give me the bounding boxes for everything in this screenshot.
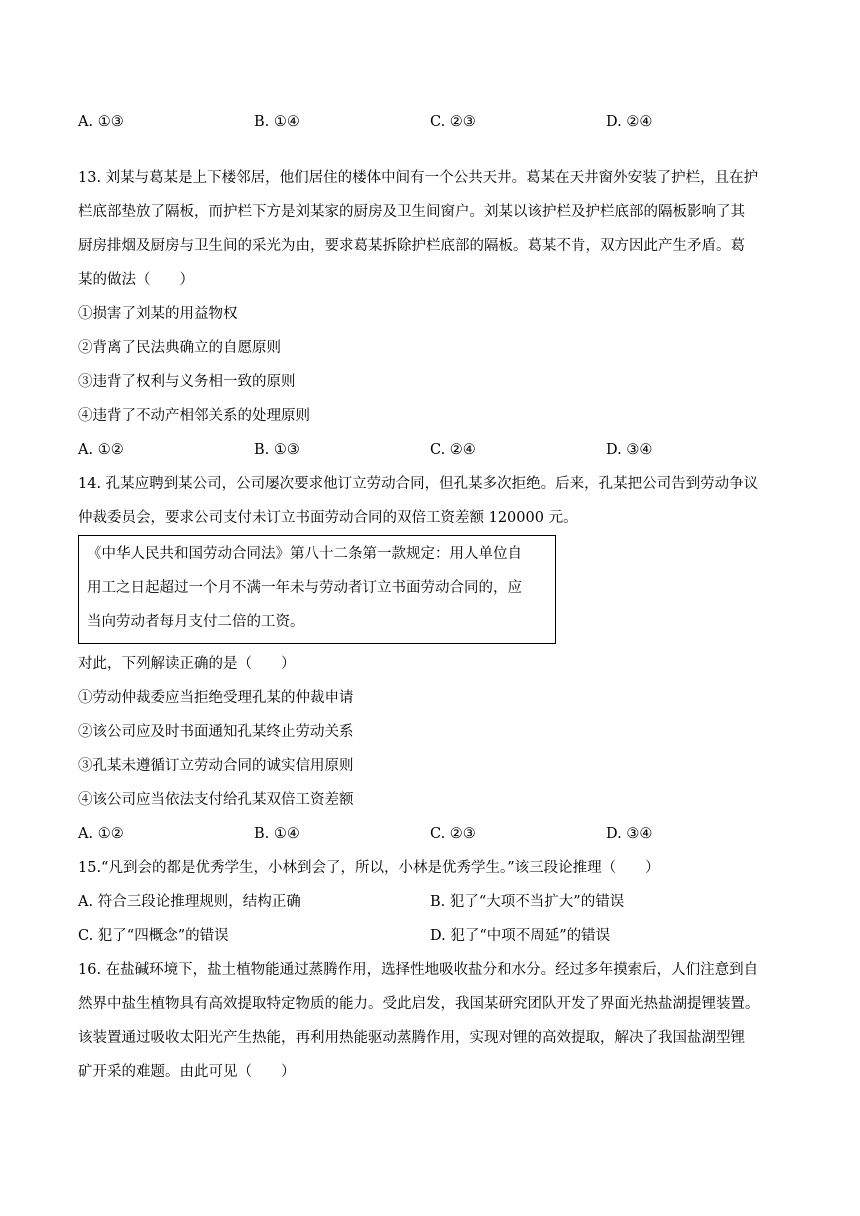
q15-option-c[interactable]: C. 犯了“四概念”的错误 <box>78 928 229 944</box>
q16-stem-line: 16. 在盐碱环境下，盐土植物能通过蒸腾作用，选择性地吸收盐分和水分。经过多年摸索后，人们注意到自 <box>78 962 759 978</box>
q13-item: ②背离了民法典确立的自愿原则 <box>78 340 281 356</box>
q16-stem-line: 该装置通过吸收太阳光产生热能，再利用热能驱动蒸腾作用，实现对锂的高效提取，解决了我国盐湖型锂 <box>78 1030 745 1046</box>
q16-stem-line: 矿开采的难题。由此可见（ ） <box>78 1064 296 1080</box>
q13-item: ③违背了权利与义务相一致的原则 <box>78 374 296 390</box>
q13-stem-line: 厨房排烟及厨房与卫生间的采光为由，要求葛某拆除护栏底部的隔板。葛某不肯，双方因此产生矛盾。葛 <box>78 238 745 254</box>
q12-option-a[interactable]: A. ①③ <box>78 114 124 130</box>
q14-item: ④该公司应当依法支付给孔某双倍工资差额 <box>78 792 354 808</box>
q16-stem-line: 然界中盐生植物具有高效提取特定物质的能力。受此启发，我国某研究团队开发了界面光热盐湖提锂装置。 <box>78 996 760 1012</box>
q15-stem: 15.“凡到会的都是优秀学生，小林到会了，所以，小林是优秀学生。”该三段论推理（ ） <box>78 860 660 876</box>
q13-stem-line: 某的做法（ ） <box>78 272 194 288</box>
q14-option-c[interactable]: C. ②③ <box>430 826 476 842</box>
q14-item: ①劳动仲裁委应当拒绝受理孔某的仲裁申请 <box>78 690 354 706</box>
q13-item: ①损害了刘某的用益物权 <box>78 306 238 322</box>
q12-option-c[interactable]: C. ②③ <box>430 114 476 130</box>
q14-option-a[interactable]: A. ①② <box>78 826 124 842</box>
q14-option-b[interactable]: B. ①④ <box>254 826 300 842</box>
q14-prompt: 对此，下列解读正确的是（ ） <box>78 656 296 672</box>
q14-law-quote-box <box>78 535 556 644</box>
q15-option-a[interactable]: A. 符合三段论推理规则，结构正确 <box>78 894 301 910</box>
q15-option-b[interactable]: B. 犯了“大项不当扩大”的错误 <box>430 894 625 910</box>
q14-stem-line: 仲裁委员会，要求公司支付未订立书面劳动合同的双倍工资差额 120000 元。 <box>78 510 578 526</box>
q14-option-d[interactable]: D. ③④ <box>606 826 653 842</box>
q13-stem-line: 13. 刘某与葛某是上下楼邻居，他们居住的楼体中间有一个公共天井。葛某在天井窗外安装了护栏，且在护 <box>78 170 759 186</box>
q13-option-d[interactable]: D. ③④ <box>606 442 653 458</box>
q13-item: ④违背了不动产相邻关系的处理原则 <box>78 408 310 424</box>
q15-option-d[interactable]: D. 犯了“中项不周延”的错误 <box>430 928 611 944</box>
q13-stem-line: 栏底部垫放了隔板，而护栏下方是刘某家的厨房及卫生间窗户。刘某以该护栏及护栏底部的隔板影响了其 <box>78 204 745 220</box>
q14-law-quote-line: 《中华人民共和国劳动合同法》第八十二条第一款规定：用人单位自 <box>87 546 522 562</box>
q13-option-b[interactable]: B. ①③ <box>254 442 300 458</box>
q12-option-b[interactable]: B. ①④ <box>254 114 300 130</box>
q14-item: ②该公司应及时书面通知孔某终止劳动关系 <box>78 724 354 740</box>
q13-option-c[interactable]: C. ②④ <box>430 442 476 458</box>
q14-stem-line: 14. 孔某应聘到某公司，公司屡次要求他订立劳动合同，但孔某多次拒绝。后来，孔某把公司告到劳动争议 <box>78 476 759 492</box>
q13-option-a[interactable]: A. ①② <box>78 442 124 458</box>
q14-law-quote-line: 当向劳动者每月支付二倍的工资。 <box>87 614 305 630</box>
q14-law-quote-line: 用工之日起超过一个月不满一年未与劳动者订立书面劳动合同的，应 <box>87 580 522 596</box>
q12-option-d[interactable]: D. ②④ <box>606 114 653 130</box>
q14-item: ③孔某未遵循订立劳动合同的诚实信用原则 <box>78 758 354 774</box>
